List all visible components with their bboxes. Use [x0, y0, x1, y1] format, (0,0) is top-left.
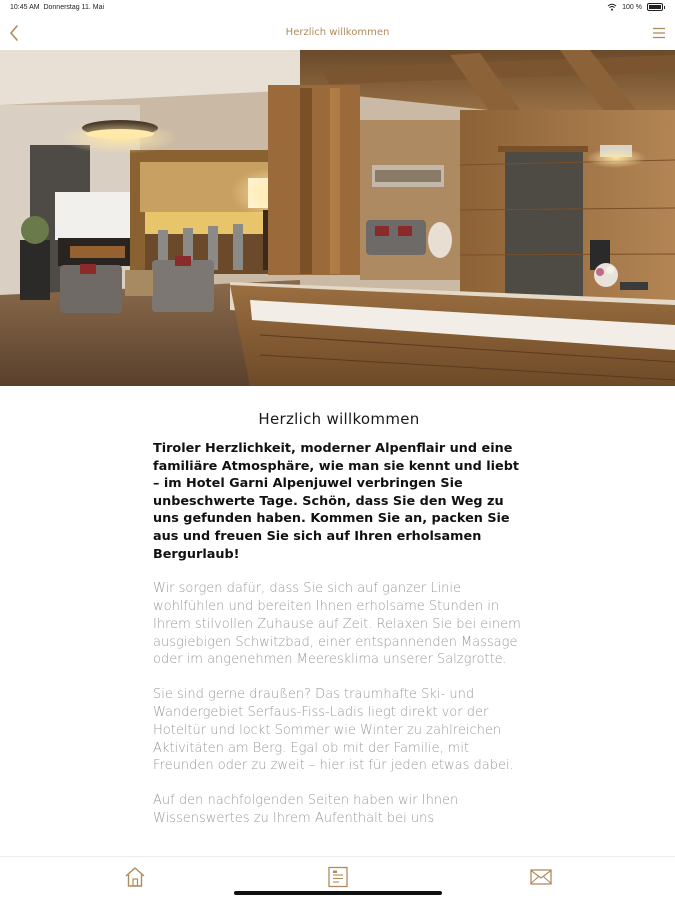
article-paragraph: Sie sind gerne draußen? Das traumhafte Ski- und Wandergebiet Serfaus-Fiss-Ladis liegt direkt vor der Hoteltür und lockt Sommer wie Winter zu zahlreichen Aktivitäten am Berg. Egal ob mit der Familie, mit Freunden oder zu zweit – hier ist für jeden etwas dabei. — [153, 687, 514, 774]
hamburger-menu-icon[interactable] — [651, 25, 667, 41]
home-indicator — [234, 891, 442, 895]
status-time: 10:45 AM — [10, 4, 40, 11]
article-content — [153, 410, 525, 845]
status-bar — [0, 0, 675, 16]
hotel-lobby-image — [0, 50, 675, 386]
article-paragraph: Wir sorgen dafür, dass Sie sich auf ganzer Linie wohlfühlen und bereiten Ihnen erholsame Stunden in Ihrem stilvollen Zuhause auf Zeit. Relaxen Sie bei einem ausgiebigen Schwitzbad, einer entspannenden Massage oder im angenehmen Meeresklima unserer Salzgrotte. — [153, 581, 521, 668]
home-icon[interactable] — [123, 866, 147, 888]
nav-title: Herzlich willkommen — [285, 27, 390, 38]
navigation-bar — [0, 16, 675, 50]
mail-icon[interactable] — [529, 866, 553, 888]
status-right — [607, 3, 665, 11]
wifi-icon — [607, 3, 617, 11]
hero-image — [0, 50, 675, 386]
battery-percentage: 100 % — [622, 3, 642, 11]
article-paragraph: Auf den nachfolgenden Seiten haben wir Ihnen Wissenswertes zu Ihrem Aufenthalt bei uns — [153, 793, 459, 826]
battery-icon — [647, 3, 663, 11]
status-date: Donnerstag 11. Mai — [43, 4, 105, 11]
article-heading: Herzlich willkommen — [258, 410, 420, 428]
article-intro: Tiroler Herzlichkeit, moderner Alpenflair und eine familiäre Atmosphäre, wie man sie kennt und liebt – im Hotel Garni Alpenjuwel verbringen Sie unbeschwerte Tage. Schön, dass Sie den Weg zu uns gefunden haben. Kommen Sie an, packen Sie aus und freuen Sie sich auf Ihren erholsamen Bergurlaub! — [153, 441, 519, 562]
status-time-date — [10, 4, 104, 11]
document-icon[interactable] — [326, 866, 350, 888]
